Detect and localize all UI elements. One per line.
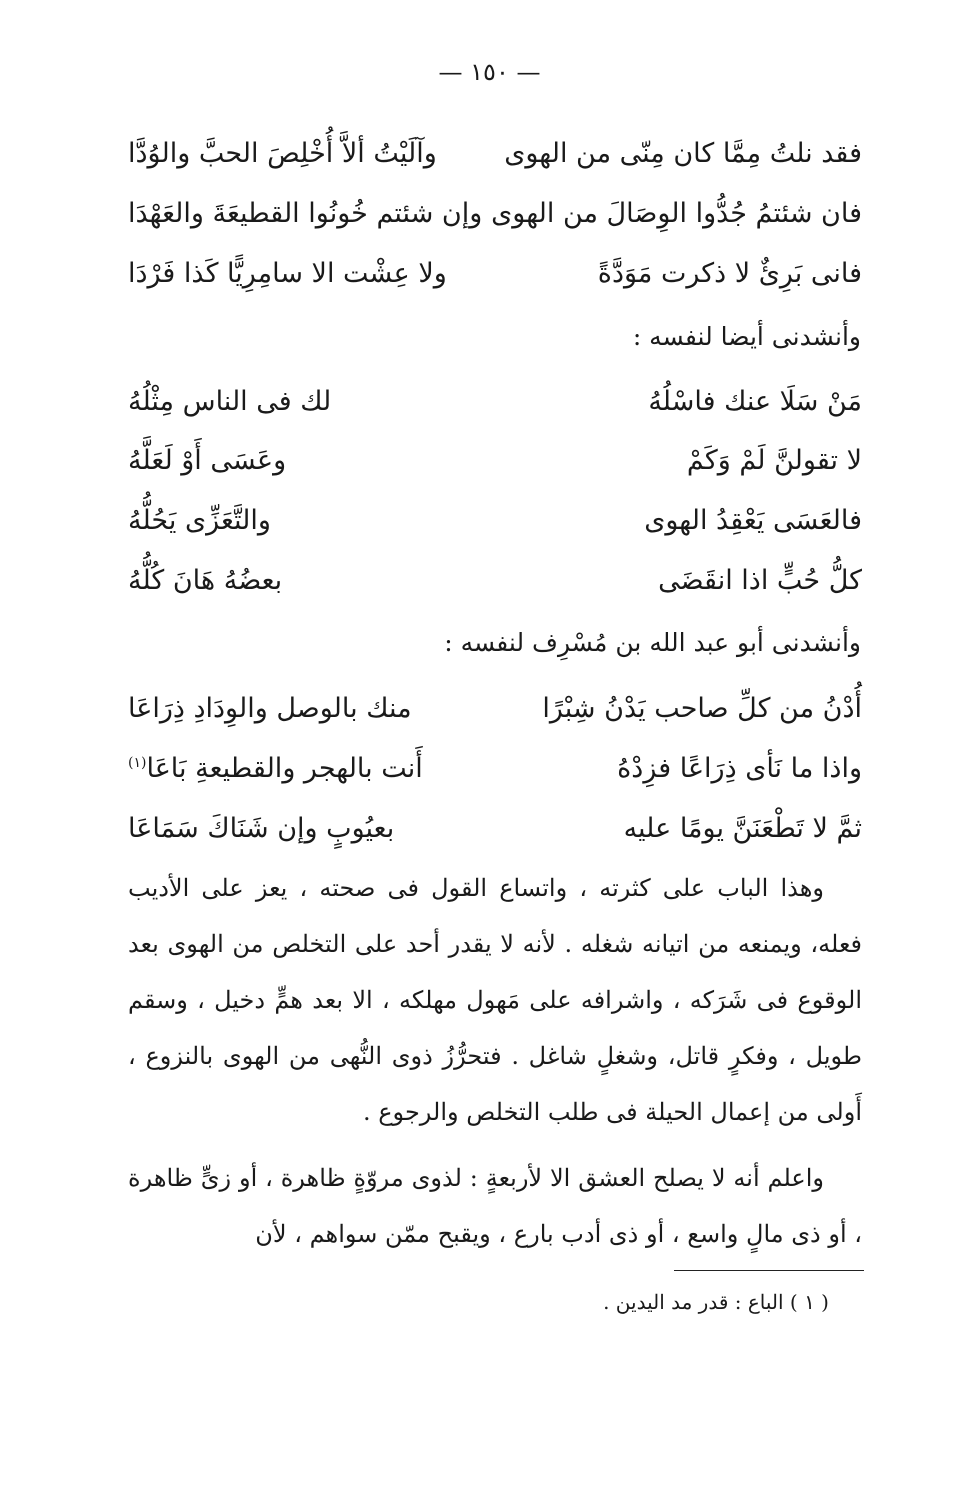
verse-second-hemistich: وآلَيْتُ ألاَّ أُخْلِصَ الحبَّ والوُدَّا <box>128 137 437 169</box>
verse-line <box>128 125 862 181</box>
verse-second-hemistich: والتَّعَزِّى يَحُلُّهُ <box>128 504 271 536</box>
verse-first-hemistich: فانى بَرِئٌ لا ذكرت مَوَدَّةً <box>597 257 862 289</box>
footnote-marker: (١) <box>128 754 147 771</box>
verse-first-hemistich: فالعَسَى يَعْقِدُ الهوى <box>644 504 862 536</box>
verse-line <box>128 552 862 608</box>
verse-text: أَنت بالهجر والقطيعةِ بَاعَا <box>146 752 423 784</box>
verse-second-hemistich: وإن شئتم خُونُوا القطيعَةَ والعَهْدَا <box>128 197 483 229</box>
verse-first-hemistich: أُدْنُ من كلِّ صاحب يَدْنُ شِبْرًا <box>542 692 862 724</box>
verse-line <box>128 432 862 488</box>
poem-introduction: وأنشدنى أيضا لنفسه : <box>632 322 861 351</box>
verse-line <box>128 492 862 548</box>
verse-line <box>128 800 862 856</box>
verse-second-hemistich: بعضُهُ هَانَ كُلُّهُ <box>128 564 283 596</box>
verse-second-hemistich: وعَسَى أَوْ لَعَلَّهُ <box>128 444 287 476</box>
verse-first-hemistich: ثمَّ لا تَطْعَنَنَّ يومًا عليه <box>623 812 862 844</box>
verse-first-hemistich: كلُّ حُبٍّ اذا انقَضَى <box>658 564 862 596</box>
verse-line <box>128 245 862 301</box>
verse-first-hemistich: فقد نلتُ مِمَّا كان مِنّى من الهوى <box>504 137 862 169</box>
verse-second-hemistich: ولا عِشْت الا سامِرِيًّا كَذا فَرْدَا <box>128 257 447 289</box>
prose-block <box>128 1150 862 1262</box>
paragraph: وهذا الباب على كثرته ، واتساع القول فى صحته ، يعز على الأديب فعله، ويمنعه من اتيانه شغله . لأنه لا يقدر أحد على التخلص من الهوى بعد الوقوع فى شَرَكه ، واشرافه على مَهول مهلكه ، الا بعد همٍّ دخيل ، وسقم طويل ، وفكرٍ قاتل، وشغلٍ شاغل . فتحرُّزُ ذوى النُّهى من الهوى بالنزوع ، أَولى من إعمال الحيلة فى طلب التخلص والرجوع . <box>128 874 862 1126</box>
verse-second-hemistich: بعيُوبٍ وإن شَنَاكَ سَمَاعَا <box>128 812 395 844</box>
poem-introduction: وأنشدنى أبو عبد الله بن مُسْرِف لنفسه : <box>444 628 861 657</box>
paragraph: واعلم أنه لا يصلح العشق الا لأربعةٍ : لذوى مروّةٍ ظاهرة ، أو زىٍّ ظاهرة ، أو ذى مالٍ واسع ، أو ذى أدب بارع ، ويقبح ممّن سواهم ، لأن <box>128 1164 862 1248</box>
footnote: ( ١ ) الباع : قدر مد اليدين . <box>603 1290 829 1314</box>
verse-second-hemistich: لك فى الناس مِثْلُهُ <box>128 385 332 417</box>
verse-line <box>128 185 862 241</box>
verse-first-hemistich: لا تقولنَّ لَمْ وَكَمْ <box>686 444 862 476</box>
verse-second-hemistich: منك بالوصل والوِدَادِ ذِرَاعَا <box>128 692 412 724</box>
prose-block <box>128 860 862 1140</box>
footnote-divider <box>674 1270 864 1271</box>
verse-line <box>128 680 862 736</box>
verse-second-hemistich <box>128 753 423 784</box>
verse-first-hemistich: مَنْ سَلَا عنك فاسْلُهُ <box>648 385 862 417</box>
page-number: — ١٥٠ — <box>438 58 541 86</box>
verse-line <box>128 373 862 429</box>
verse-first-hemistich: واذا ما نَأى ذِرَاعًا فزِدْهُ <box>617 752 862 784</box>
verse-line <box>128 740 862 796</box>
verse-first-hemistich: فان شئتمُ جُدُّوا الوِصَالَ من الهوى <box>491 197 862 229</box>
